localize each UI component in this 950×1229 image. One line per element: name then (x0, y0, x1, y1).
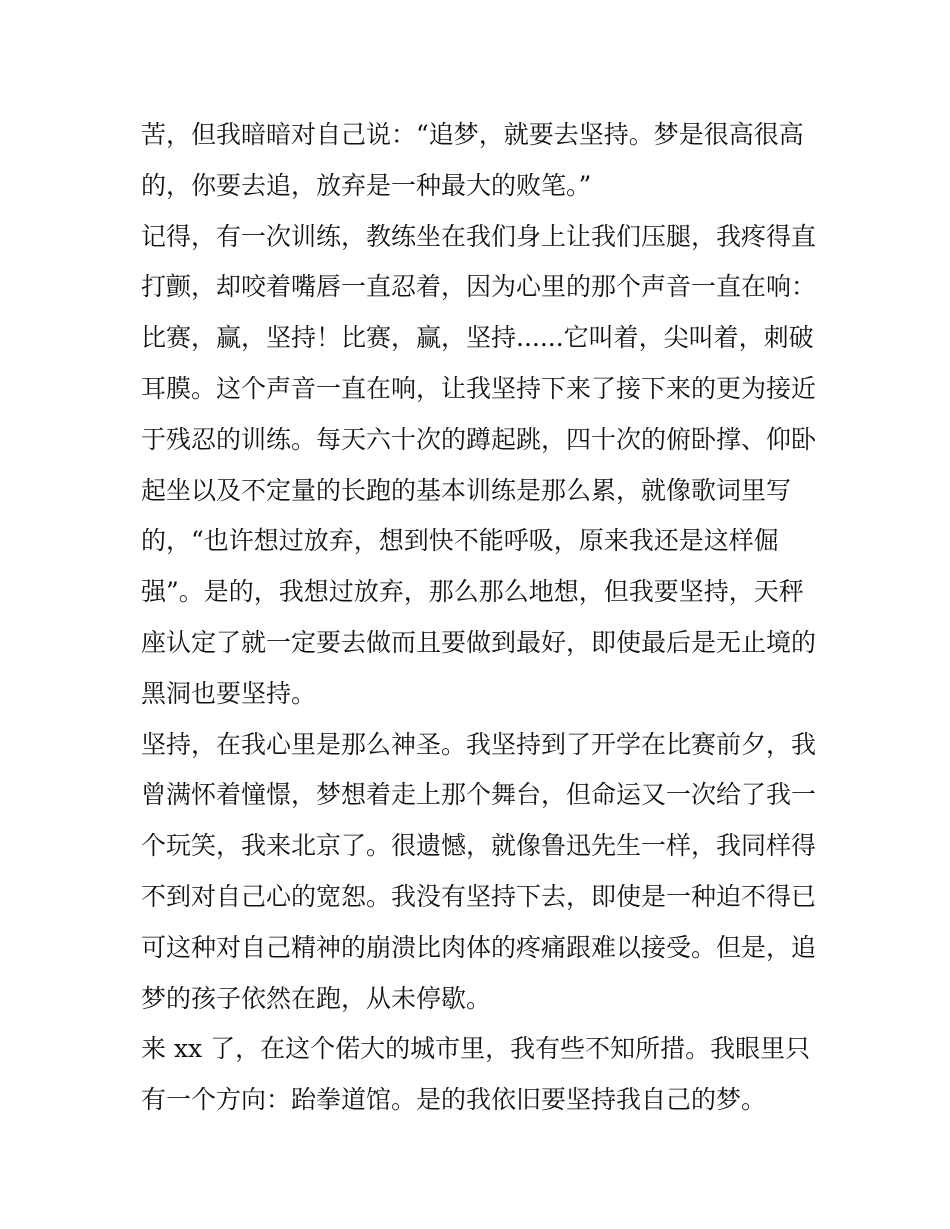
text-line: 来 xx 了，在这个偌大的城市里，我有些不知所措。我眼里只 (141, 1034, 811, 1064)
text-line: 座认定了就一定要去做而且要做到最好，即使最后是无止境的 (141, 627, 817, 657)
text-line: 打颤，却咬着嘴唇一直忍着，因为心里的那个声音一直在响： (141, 272, 817, 302)
text-line: 梦的孩子依然在跑，从未停歇。 (141, 983, 492, 1013)
text-line: 记得，有一次训练，教练坐在我们身上让我们压腿，我疼得直 (141, 221, 817, 251)
paragraph-4 (141, 1024, 821, 1126)
paragraph-3 (141, 720, 821, 1025)
body-text (141, 110, 821, 1126)
text-line: 耳膜。这个声音一直在响，让我坚持下来了接下来的更为接近 (141, 373, 817, 403)
text-line: 有一个方向：跆拳道馆。是的我依旧要坚持我自己的梦。 (141, 1085, 767, 1115)
text-line: 曾满怀着憧憬，梦想着走上那个舞台，但命运又一次给了我一 (141, 780, 817, 810)
text-line: 黑洞也要坚持。 (141, 678, 317, 708)
text-line: 个玩笑，我来北京了。很遗憾，就像鲁迅先生一样，我同样得 (141, 831, 817, 861)
text-line: 比赛，赢，坚持！比赛，赢，坚持......它叫着，尖叫着，刺破 (141, 323, 814, 353)
text-line: 于残忍的训练。每天六十次的蹲起跳，四十次的俯卧撑、仰卧 (141, 424, 817, 454)
paragraph-1 (141, 110, 821, 212)
text-line: 坚持，在我心里是那么神圣。我坚持到了开学在比赛前夕，我 (141, 729, 817, 759)
text-line: 的，“也许想过放弃，想到快不能呼吸，原来我还是这样倔 (141, 526, 779, 556)
text-line: 强”。是的，我想过放弃，那么那么地想，但我要坚持，天秤 (141, 577, 804, 607)
paragraph-2 (141, 212, 821, 720)
text-line: 可这种对自己精神的崩溃比肉体的疼痛跟难以接受。但是，追 (141, 932, 817, 962)
text-line: 不到对自己心的宽恕。我没有坚持下去，即使是一种迫不得已 (141, 881, 817, 911)
text-line: 的，你要去追，放弃是一种最大的败笔。” (141, 170, 592, 200)
text-line: 苦，但我暗暗对自己说：“追梦，就要去坚持。梦是很高很高 (141, 120, 804, 149)
text-line: 起坐以及不定量的长跑的基本训练是那么累，就像歌词里写 (141, 475, 792, 505)
